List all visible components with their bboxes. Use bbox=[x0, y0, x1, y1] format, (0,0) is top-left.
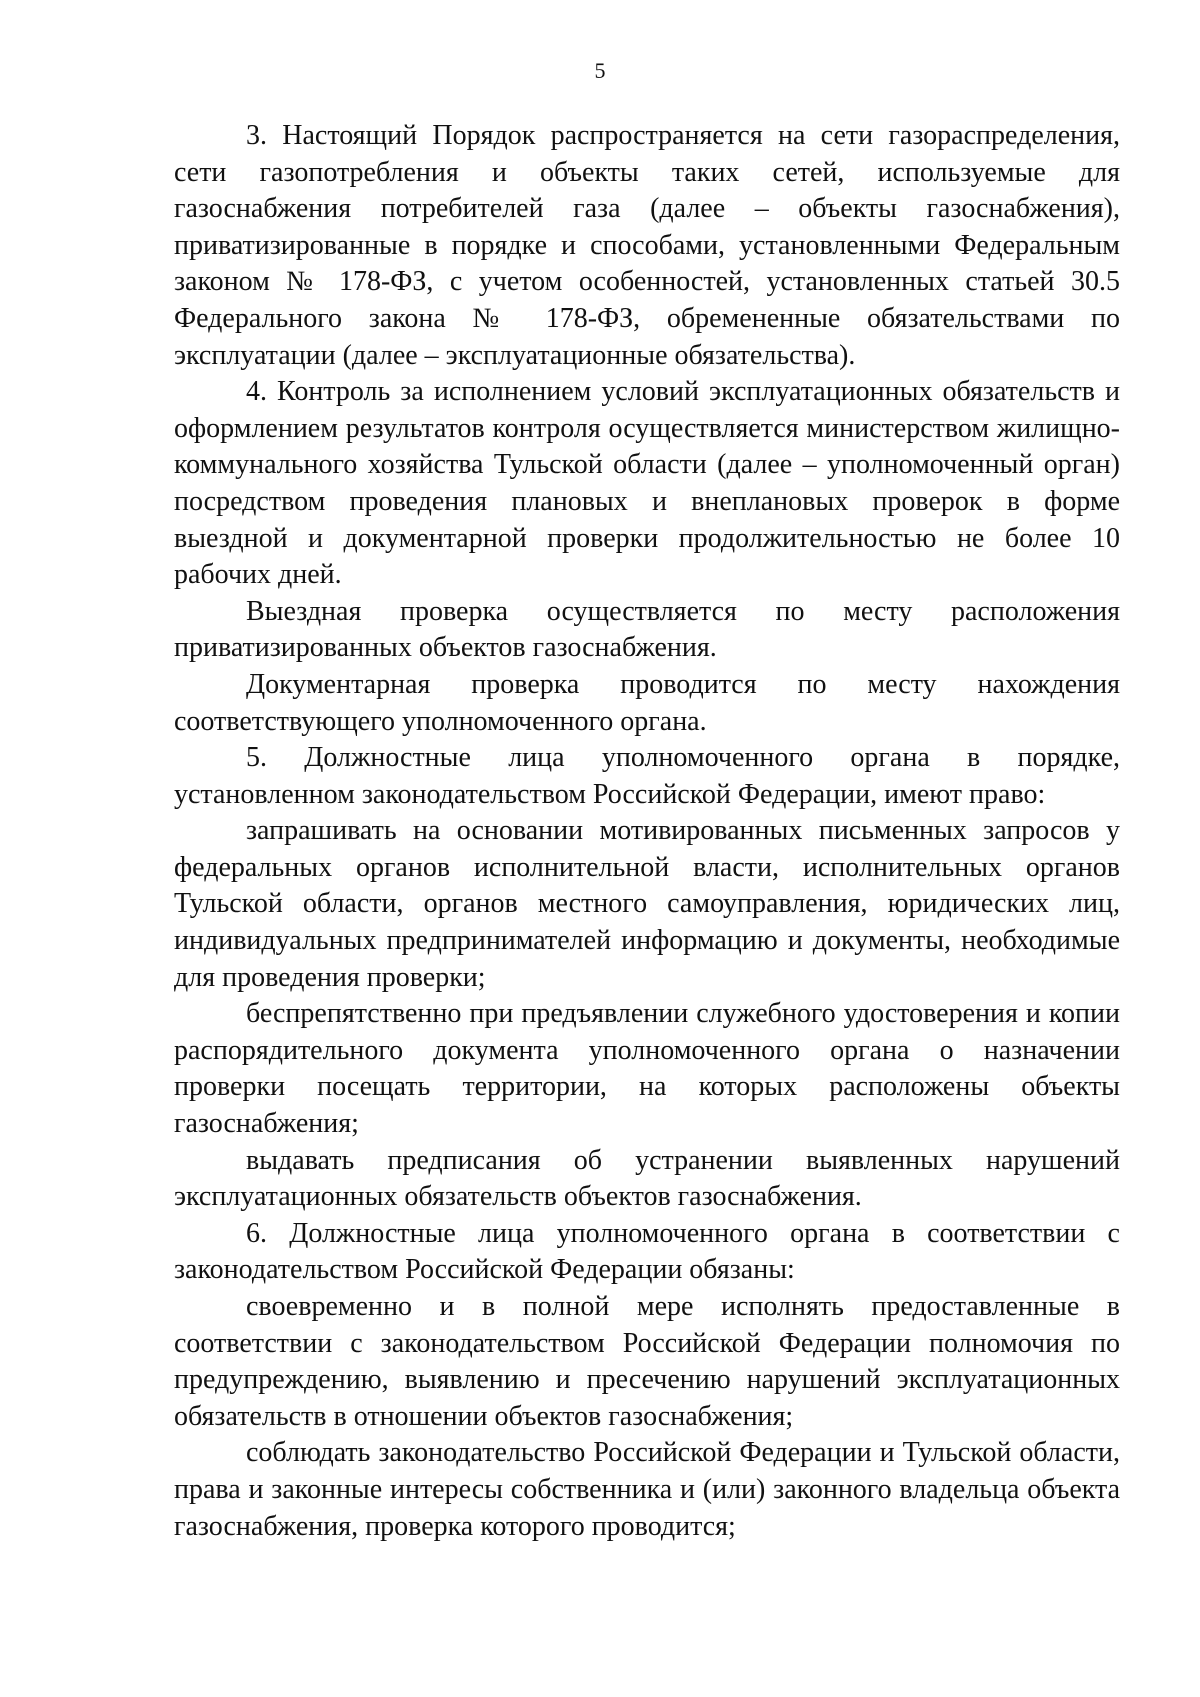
document-body bbox=[174, 118, 1120, 1545]
paragraph-obligation-exercise-powers: своевременно и в полной мере исполнять предоставленные в соответствии с законодательством Российской Федерации полномочия по предупреждению, выявлению и пресечению нарушений эксплуатационных обязательств в отношении объектов газоснабжения; bbox=[174, 1291, 1120, 1432]
paragraph-right-visit-territories: беспрепятственно при предъявлении служебного удостоверения и копии распорядительного документа уполномоченного органа о назначении проверки посещать территории, на которых расположены объекты газоснабжения; bbox=[174, 998, 1120, 1140]
paragraph-right-issue-orders: выдавать предписания об устранении выявленных нарушений эксплуатационных обязательств объектов газоснабжения. bbox=[174, 1144, 1120, 1213]
paragraph-6-obligations: 6. Должностные лица уполномоченного органа в соответствии с законодательством Российской Федерации обязаны: bbox=[174, 1217, 1120, 1286]
paragraph-3-scope: 3. Настоящий Порядок распространяется на сети газораспределения, сети газопотребления и объекты таких сетей, используемые для газоснабжения потребителей газа (далее – объекты газоснабжения), приватизированные в порядке и способами, установленными Федеральным законом № 178-ФЗ, с учетом особенностей, установленных статьей 30.5 Федерального закона № 178-ФЗ, обремененные обязательствами по эксплуатации (далее – эксплуатационные обязательства). bbox=[174, 120, 1120, 371]
paragraph-obligation-observe-law: соблюдать законодательство Российской Федерации и Тульской области, права и законные интересы собственника и (или) законного владельца объекта газоснабжения, проверка которого проводится; bbox=[174, 1437, 1120, 1542]
paragraph-5-rights: 5. Должностные лица уполномоченного органа в порядке, установленном законодательством Российской Федерации, имеют право: bbox=[174, 742, 1120, 810]
paragraph-documentary-inspection: Документарная проверка проводится по месту нахождения соответствующего уполномоченного органа. bbox=[174, 668, 1120, 737]
paragraph-4-control: 4. Контроль за исполнением условий эксплуатационных обязательств и оформлением результатов контроля осуществляется министерством жилищно-коммунального хозяйства Тульской области (далее – уполномоченный орган) посредством проведения плановых и внеплановых проверок в форме выездной и документарной проверки продолжительностью не более 10 рабочих дней. bbox=[174, 376, 1120, 591]
paragraph-right-request-info: запрашивать на основании мотивированных письменных запросов у федеральных органов исполнительной власти, исполнительных органов Тульской области, органов местного самоуправления, юридических лиц, индивидуальных предпринимателей информацию и документы, необходимые для проведения проверки; bbox=[174, 815, 1120, 993]
page-number: 5 bbox=[594, 58, 606, 83]
paragraph-onsite-inspection: Выездная проверка осуществляется по месту расположения приватизированных объектов газоснабжения. bbox=[174, 595, 1120, 664]
